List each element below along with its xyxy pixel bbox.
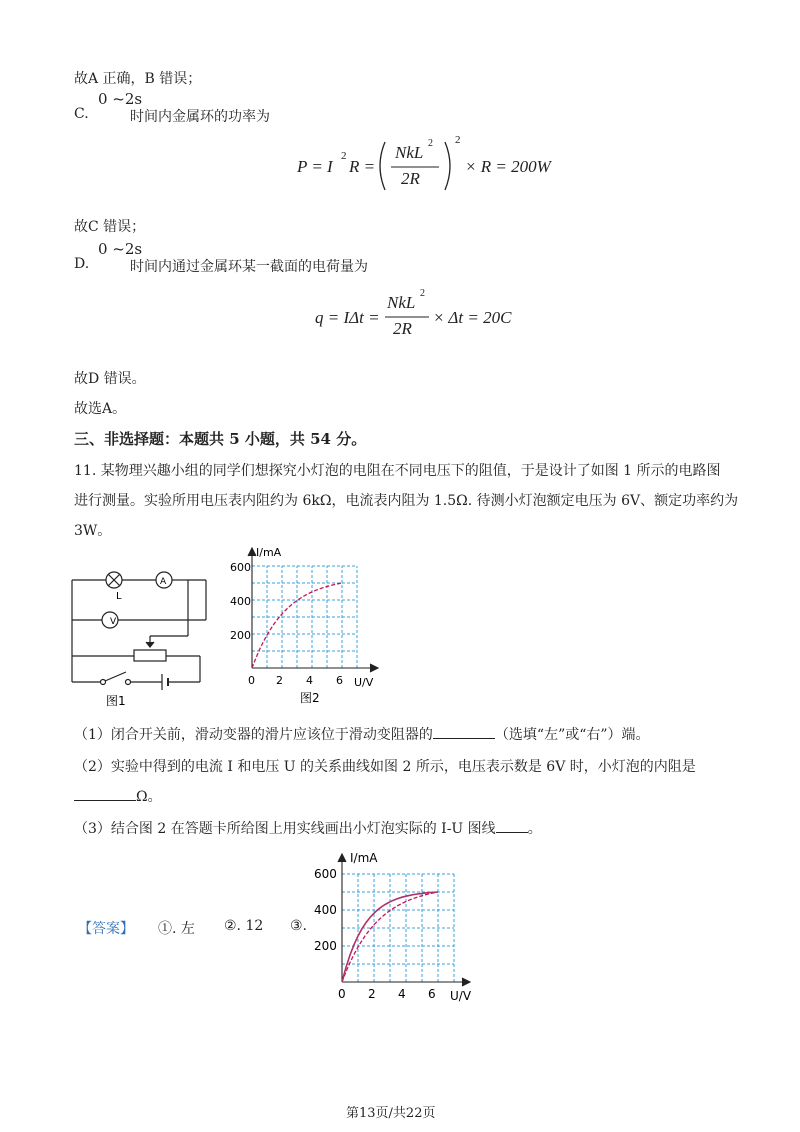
answer-grid	[342, 874, 454, 982]
blank-1[interactable]	[433, 724, 495, 739]
option-d-prefix: D.	[74, 256, 90, 272]
figure2-xtick-6: 6	[336, 674, 343, 687]
answer-ytick-600: 600	[314, 867, 337, 881]
text-line-a-correct: 故A 正确，B 错误；	[74, 71, 202, 87]
figure2-xtick-4: 4	[306, 674, 313, 687]
option-d-text: 时间内通过金属环某一截面的电荷量为	[130, 259, 368, 275]
figure2-ytick-400: 400	[230, 595, 251, 608]
sub-question-2: （2）实验中得到的电流 I 和电压 U 的关系曲线如图 2 所示，电压表示数是 6V 时，小灯泡的内阻是	[74, 759, 696, 775]
circuit-diagram	[66, 560, 216, 710]
answer-3: ③.	[290, 918, 308, 934]
sub-question-2b: Ω。	[74, 786, 162, 806]
answer-xtick-4: 4	[398, 987, 406, 1001]
ammeter-label: A	[160, 577, 167, 587]
figure2-ylabel: I/mA	[256, 546, 282, 559]
sub-question-1: （1）闭合开关前，滑动变器的滑片应该位于滑动变阻器的 （选填“左”或“右”）端。	[74, 724, 650, 744]
answer-xtick-0: 0	[338, 987, 346, 1001]
figure2-ytick-200: 200	[230, 629, 251, 642]
voltmeter-label: V	[110, 617, 117, 627]
figure2-grid	[252, 566, 357, 668]
question-line-2: 进行测量。实验所用电压表内阻约为 6kΩ，电流表内阻为 1.5Ω. 待测小灯泡额定电压为 6V、额定功率约为	[74, 493, 739, 509]
figure2-graph	[230, 540, 390, 710]
rheostat-icon	[134, 650, 166, 661]
blank-2[interactable]	[74, 786, 136, 801]
question-line-1: 11. 某物理兴趣小组的同学们想探究小灯泡的电阻在不同电压下的阻值，于是设计了如图 1 所示的电路图	[74, 463, 721, 479]
answer-graph	[312, 844, 482, 1004]
answer-xtick-2: 2	[368, 987, 376, 1001]
power-equation: P = I 2 R = NkL 2 2R 2 × R = 200W	[297, 134, 551, 188]
sub-question-3: （3）结合图 2 在答题卡所给图上用实线画出小灯泡实际的 I-U 图线 。	[74, 818, 542, 838]
answer-ytick-400: 400	[314, 903, 337, 917]
answer-ylabel: I/mA	[350, 851, 378, 865]
page-footer: 第13页/共22页	[346, 1106, 436, 1121]
answer-2: ②. 12	[224, 918, 264, 934]
option-c-text: 时间内金属环的功率为	[130, 109, 270, 125]
question-line-3: 3W。	[74, 523, 112, 539]
lamp-label: L	[116, 591, 122, 602]
option-d-range: 0 ~2s	[98, 240, 143, 258]
section-title: 三、非选择题：本题共 5 小题，共 54 分。	[74, 430, 367, 448]
text-line-c-wrong: 故C 错误；	[74, 219, 146, 235]
figure2-ytick-600: 600	[230, 561, 251, 574]
figure1-caption: 图1	[106, 694, 126, 708]
answer-xlabel: U/V	[450, 989, 472, 1003]
option-c-range: 0 ~2s	[98, 90, 143, 108]
text-line-choose-a: 故选A。	[74, 401, 127, 417]
blank-3[interactable]	[496, 818, 528, 833]
figure2-xtick-2: 2	[276, 674, 283, 687]
answer-1: ①. 左	[158, 921, 195, 937]
answer-label: 【答案】	[78, 921, 134, 937]
charge-equation: q = IΔt = NkL 2 2R × Δt = 20C	[315, 288, 512, 338]
text-line-d-wrong: 故D 错误。	[74, 371, 146, 387]
figure2-xlabel: U/V	[354, 676, 374, 689]
switch-icon	[105, 672, 126, 681]
figure2-xtick-0: 0	[248, 674, 255, 687]
figure2-caption: 图2	[300, 691, 320, 705]
option-c-prefix: C.	[74, 106, 89, 122]
answer-ytick-200: 200	[314, 939, 337, 953]
answer-xtick-6: 6	[428, 987, 436, 1001]
